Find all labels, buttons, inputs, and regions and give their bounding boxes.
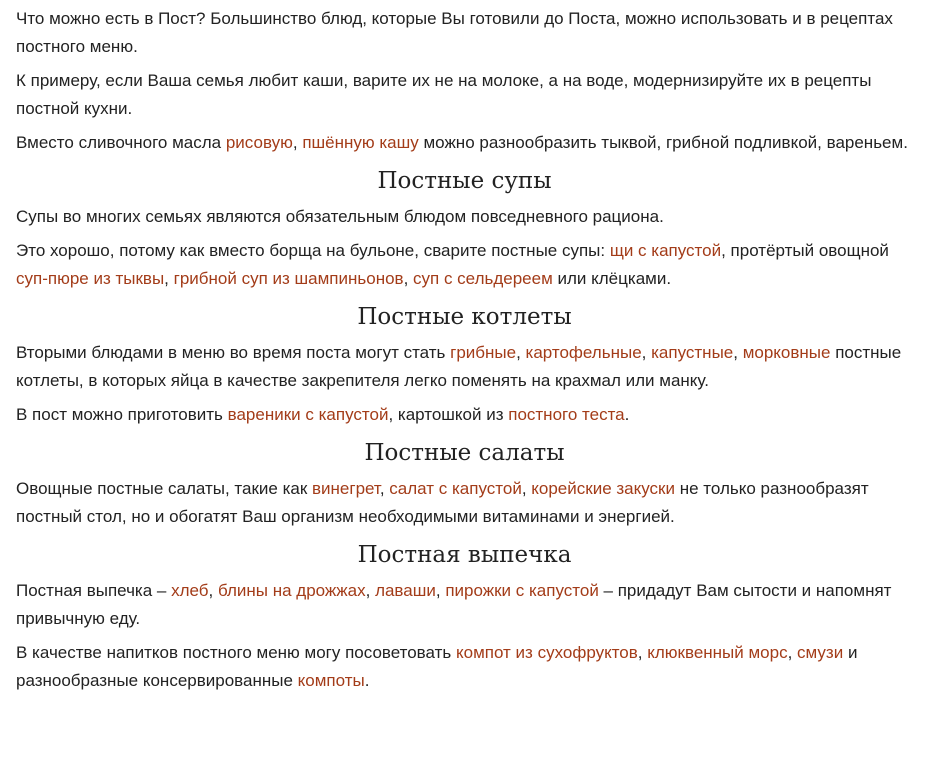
- paragraph-text: ,: [787, 643, 798, 662]
- link-8-1[interactable]: вареники с капустой: [227, 405, 389, 424]
- link-12-5[interactable]: лаваши: [375, 581, 436, 600]
- paragraph-drinks: [16, 639, 913, 695]
- paragraph-text: можно разнообразить тыквой, грибной подливкой, вареньем.: [418, 133, 908, 152]
- paragraph-cutlets: [16, 339, 913, 395]
- link-12-7[interactable]: пирожки с капустой: [445, 581, 599, 600]
- link-10-5[interactable]: корейские закуски: [531, 479, 675, 498]
- paragraph-text: ,: [379, 479, 390, 498]
- link-10-3[interactable]: салат с капустой: [389, 479, 522, 498]
- link-2-1[interactable]: рисовую: [225, 133, 293, 152]
- paragraph-text: В качестве напитков постного меню могу посоветовать: [16, 643, 456, 662]
- link-7-7[interactable]: морковные: [742, 343, 831, 362]
- paragraph-text: ,: [641, 343, 652, 362]
- link-5-3[interactable]: суп-пюре из тыквы: [16, 269, 165, 288]
- paragraph-text: Что можно есть в Пост? Большинство блюд, которые Вы готовили до Поста, можно использовать и в рецептах постного меню.: [16, 9, 893, 56]
- paragraph-text: ,: [365, 581, 376, 600]
- paragraph-text: Это хорошо, потому как вместо борща на бульоне, сварите постные супы:: [16, 241, 610, 260]
- paragraph-text: ,: [164, 269, 174, 288]
- heading-lenten-cutlets: Постные котлеты: [357, 304, 572, 330]
- paragraph-text: , протёртый овощной: [721, 241, 889, 260]
- link-2-3[interactable]: пшённую кашу: [302, 133, 419, 152]
- paragraph-text: ,: [516, 343, 526, 362]
- paragraph-text: .: [364, 671, 370, 690]
- link-5-1[interactable]: щи с капустой: [609, 241, 722, 260]
- paragraph-porridge-on-water: [16, 67, 913, 123]
- paragraph-text: К примеру, если Ваша семья любит каши, варите их не на молоке, а на воде, модернизируйте их в рецепты постной кухни.: [16, 71, 872, 118]
- paragraph-text: Вторыми блюдами в меню во время поста могут стать: [16, 343, 451, 362]
- link-10-1[interactable]: винегрет: [312, 479, 380, 498]
- paragraph-text: или клёцками.: [552, 269, 672, 288]
- paragraph-text: и разнообразные консервированные: [16, 643, 858, 690]
- paragraph-butter-substitute: [16, 129, 913, 157]
- link-12-1[interactable]: хлеб: [171, 581, 209, 600]
- paragraph-text: постные котлеты, в которых яйца в качестве закрепителя легко поменять на крахмал или манку.: [16, 343, 902, 390]
- paragraph-baking: [16, 577, 913, 633]
- paragraph-text: ,: [521, 479, 532, 498]
- paragraph-text: – придадут Вам сытости и напомнят привычную еду.: [16, 581, 892, 628]
- paragraph-text: ,: [292, 133, 303, 152]
- paragraph-salads: [16, 475, 913, 531]
- heading-lenten-soups: Постные супы: [377, 168, 552, 194]
- heading-lenten-baking: Постная выпечка: [357, 542, 572, 568]
- paragraph-text: ,: [733, 343, 743, 362]
- paragraph-text: , картошкой из: [388, 405, 509, 424]
- link-7-3[interactable]: картофельные: [525, 343, 642, 362]
- link-8-3[interactable]: постного теста: [508, 405, 625, 424]
- paragraph-post-food-question: [16, 5, 913, 61]
- paragraph-text: не только разнообразят постный стол, но и обогатят Ваш организм необходимыми витаминами и энергией.: [16, 479, 869, 526]
- article-body: [0, 5, 929, 695]
- link-13-5[interactable]: смузи: [797, 643, 844, 662]
- link-13-7[interactable]: компоты: [297, 671, 365, 690]
- paragraph-text: ,: [435, 581, 446, 600]
- paragraph-text: Постная выпечка –: [16, 581, 172, 600]
- link-5-7[interactable]: суп с сельдереем: [413, 269, 553, 288]
- paragraph-text: ,: [403, 269, 414, 288]
- paragraph-text: В пост можно приготовить: [16, 405, 228, 424]
- link-5-5[interactable]: грибной суп из шампиньонов: [173, 269, 404, 288]
- paragraph-text: .: [624, 405, 630, 424]
- paragraph-soups-examples: [16, 237, 913, 293]
- paragraph-text: ,: [637, 643, 648, 662]
- paragraph-text: ,: [208, 581, 218, 600]
- link-13-3[interactable]: клюквенный морс: [647, 643, 788, 662]
- link-7-5[interactable]: капустные: [651, 343, 734, 362]
- paragraph-text: Супы во многих семьях являются обязательным блюдом повседневного рациона.: [16, 207, 664, 226]
- paragraph-text: Вместо сливочного масла: [16, 133, 226, 152]
- paragraph-soups-intro: [16, 203, 913, 231]
- paragraph-text: Овощные постные салаты, такие как: [16, 479, 313, 498]
- link-12-3[interactable]: блины на дрожжах: [217, 581, 366, 600]
- link-13-1[interactable]: компот из сухофруктов: [455, 643, 638, 662]
- link-7-1[interactable]: грибные: [450, 343, 517, 362]
- paragraph-dumplings: [16, 401, 913, 429]
- heading-lenten-salads: Постные салаты: [364, 440, 565, 466]
